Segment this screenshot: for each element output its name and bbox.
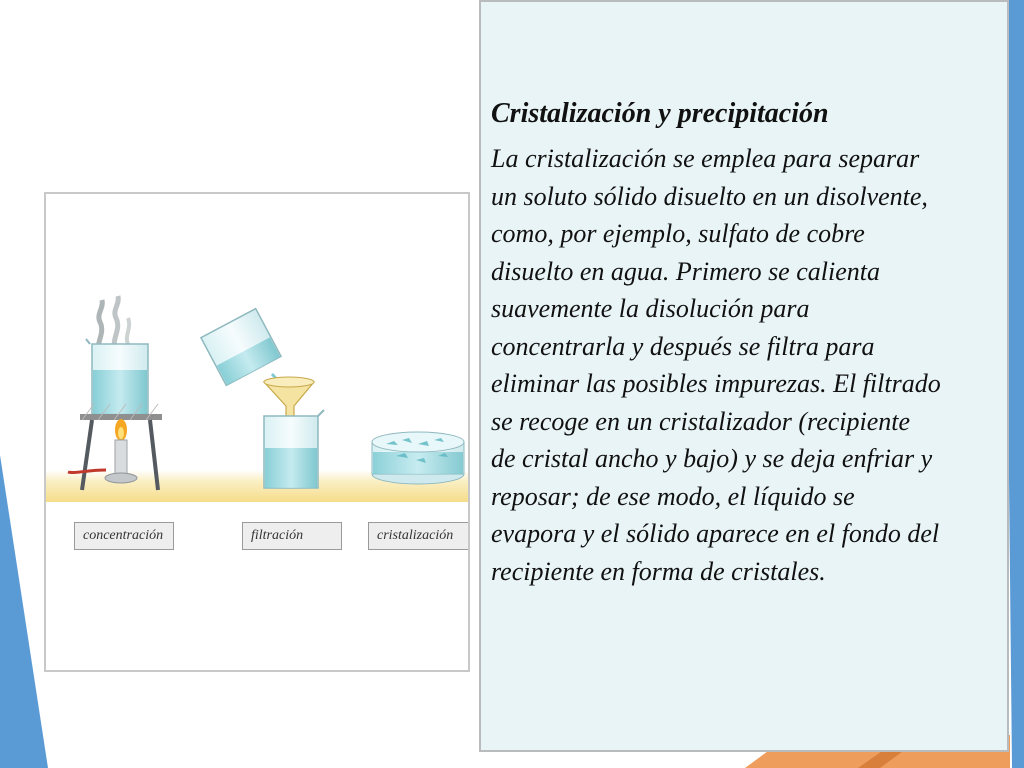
text-panel [479, 0, 1009, 752]
crystallizer-dish [372, 432, 464, 484]
caption-concentracion: concentración [74, 522, 174, 550]
caption-cristalizacion: cristalización [368, 522, 470, 550]
panel-body-text: La cristalización se emplea para separar un soluto sólido disuelto en un disolvente, como, por ejemplo, sulfato de cobre disuelto en agua. Primero se calienta suavemente la disolución para concentrarla y después se filtra para eliminar las posibles impurezas. El filtrado se recoge en un cristalizador (recipiente de cristal ancho y bajo) y se deja enfriar y reposar; de ese modo, el líquido se evapora y el sólido aparece en el fondo del recipiente en forma de cristales. [491, 144, 941, 586]
filtration-setup [201, 309, 324, 488]
heating-setup [68, 296, 162, 490]
left-accent-triangle [0, 455, 48, 768]
panel-title: Cristalización y precipitación [491, 98, 829, 129]
lab-illustration [46, 194, 470, 672]
crystallization-figure [44, 192, 470, 672]
caption-filtracion: filtración [242, 522, 342, 550]
